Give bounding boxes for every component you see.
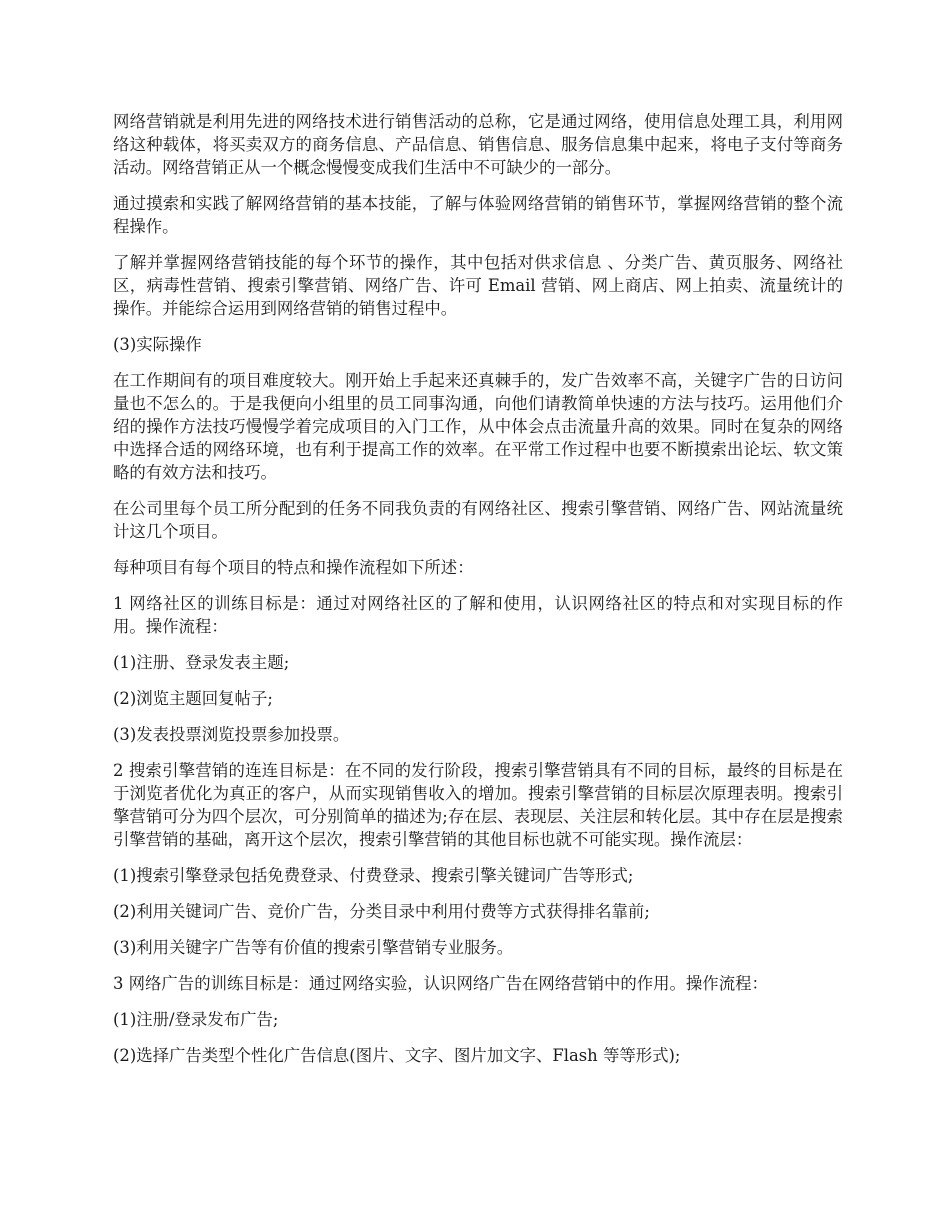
list-item-ad-1: (1)注册/登录发布广告; xyxy=(113,1010,279,1029)
paragraph-assigned-tasks: 在公司里每个员工所分配到的任务不同我负责的有网络社区、搜索引擎营销、网络广告、网站流量统计这几个项目。 xyxy=(113,499,843,541)
list-item-ad-2: (2)选择广告类型个性化广告信息(图片、文字、图片加文字、Flash 等等形式); xyxy=(113,1046,681,1065)
list-item-community-3: (3)发表投票浏览投票参加投票。 xyxy=(113,725,350,744)
list-item-search-2: (2)利用关键词广告、竞价广告，分类目录中利用付费等方式获得排名靠前; xyxy=(113,902,650,921)
document-body xyxy=(113,110,843,1080)
list-item-search-1: (1)搜索引擎登录包括免费登录、付费登录、搜索引擎关键词广告等形式; xyxy=(113,866,634,885)
paragraph-skills: 了解并掌握网络营销技能的每个环节的操作，其中包括对供求信息 、分类广告、黄页服务、网络社区，病毒性营销、搜索引擎营销、网络广告、许可 Email 营销、网上商店、网上拍卖、流量统计的操作。并能综合运用到网络营销的销售过程中。 xyxy=(113,253,843,318)
paragraph-process-intro: 每种项目有每个项目的特点和操作流程如下所述： xyxy=(113,558,474,577)
paragraph-search-engine-goal: 2 搜索引擎营销的连连目标是：在不同的发行阶段，搜索引擎营销具有不同的目标，最终的目标是在于浏览者优化为真正的客户，从而实现销售收入的增加。搜索引擎营销的目标层次原理表明。搜索引擎营销可分为四个层次，可分别简单的描述为;存在层、表现层、关注层和转化层。其中存在层是搜索引擎营销的基础，离开这个层次，搜索引擎营销的其他目标也就不可能实现。操作流层： xyxy=(113,761,843,849)
paragraph-intro: 网络营销就是利用先进的网络技术进行销售活动的总称，它是通过网络，使用信息处理工具，利用网络这种载体，将买卖双方的商务信息、产品信息、销售信息、服务信息集中起来，将电子支付等商务活动。网络营销正从一个概念慢慢变成我们生活中不可缺少的一部分。 xyxy=(113,112,843,177)
paragraph-work-experience: 在工作期间有的项目难度较大。刚开始上手起来还真棘手的，发广告效率不高，关键字广告的日访问量也不怎么的。于是我便向小组里的员工同事沟通，向他们请教简单快速的方法与技巧。运用他们介绍的操作方法技巧慢慢学着完成项目的入门工作，从中体会点击流量升高的效果。同时在复杂的网络中选择合适的网络环境，也有利于提高工作的效率。在平常工作过程中也要不断摸索出论坛、软文策略的有效方法和技巧。 xyxy=(113,371,843,482)
paragraph-goal: 通过摸索和实践了解网络营销的基本技能，了解与体验网络营销的销售环节，掌握网络营销的整个流程操作。 xyxy=(113,194,843,236)
paragraph-community-goal: 1 网络社区的训练目标是：通过对网络社区的了解和使用，认识网络社区的特点和对实现目标的作用。操作流程： xyxy=(113,594,843,636)
list-item-search-3: (3)利用关键字广告等有价值的搜索引擎营销专业服务。 xyxy=(113,938,514,957)
list-item-community-2: (2)浏览主题回复帖子; xyxy=(113,689,273,708)
section-heading-practice: (3)实际操作 xyxy=(113,335,202,354)
paragraph-ad-goal: 3 网络广告的训练目标是：通过网络实验，认识网络广告在网络营销中的作用。操作流程： xyxy=(113,974,768,993)
list-item-community-1: (1)注册、登录发表主题; xyxy=(113,653,290,672)
